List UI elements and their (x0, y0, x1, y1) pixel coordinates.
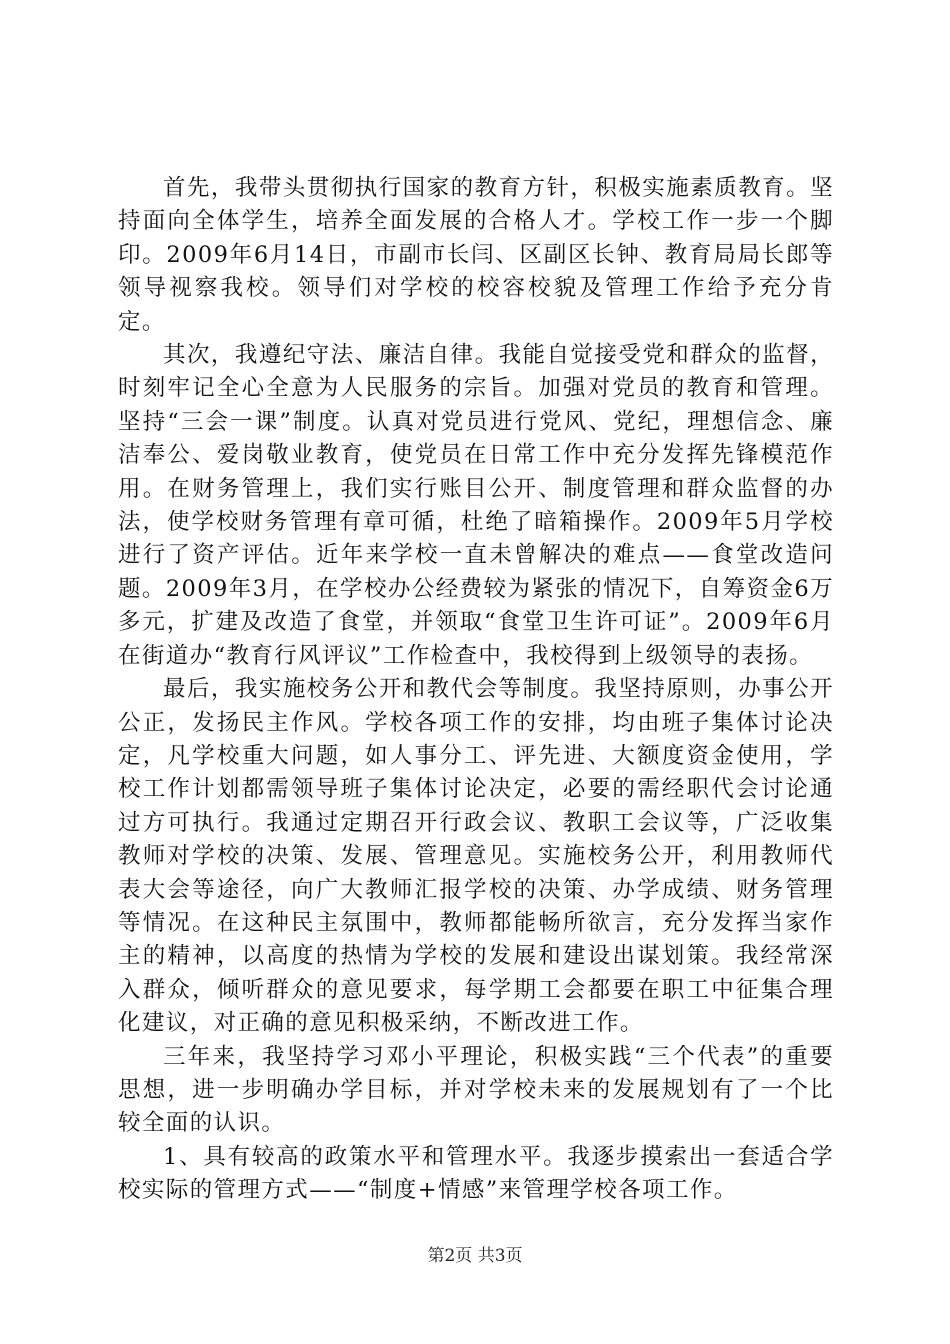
paragraph-3: 最后，我实施校务公开和教代会等制度。我坚持原则，办事公开公正，发扬民主作风。学校各项工作的安排，均由班子集体讨论决定，凡学校重大问题，如人事分工、评先进、大额度资金使用，学校工作计划都需领导班子集体讨论决定，必要的需经职代会讨论通过方可执行。我通过定期召开行政会议、教职工会议等，广泛收集教师对学校的决策、发展、管理意见。实施校务公开，利用教师代表大会等途径，向广大教师汇报学校的决策、办学成绩、财务管理等情况。在这种民主氛围中，教师都能畅所欲言，充分发挥当家作主的精神，以高度的热情为学校的发展和建设出谋划策。我经常深入群众，倾听群众的意见要求，每学期工会都要在职工中征集合理化建议，对正确的意见积极采纳，不断改进工作。 (118, 676, 834, 1037)
paragraph-5: 1、具有较高的政策水平和管理水平。我逐步摸索出一套适合学校实际的管理方式——“制度+情感”来管理学校各项工作。 (118, 1143, 834, 1204)
page-footer: 第2页 共3页 (427, 1246, 523, 1266)
paragraph-2: 其次，我遵纪守法、廉洁自律。我能自觉接受党和群众的监督，时刻牢记全心全意为人民服务的宗旨。加强对党员的教育和管理。坚持“三会一课”制度。认真对党员进行党风、党纪，理想信念、廉洁奉公、爱岗敬业教育，使党员在日常工作中充分发挥先锋模范作用。在财务管理上，我们实行账目公开、制度管理和群众监督的办法，使学校财务管理有章可循，杜绝了暗箱操作。2009年5月学校进行了资产评估。近年来学校一直未曾解决的难点——食堂改造问题。2009年3月，在学校办公经费较为紧张的情况下，自筹资金6万多元，扩建及改造了食堂，并领取“食堂卫生许可证”。2009年6月在街道办“教育行风评议”工作检查中，我校得到上级领导的表扬。 (118, 342, 834, 669)
paragraph-4: 三年来，我坚持学习邓小平理论，积极实践“三个代表”的重要思想，进一步明确办学目标，并对学校未来的发展规划有了一个比较全面的认识。 (118, 1043, 834, 1137)
body-text (118, 172, 834, 1208)
paragraph-1: 首先，我带头贯彻执行国家的教育方针，积极实施素质教育。坚持面向全体学生，培养全面发展的合格人才。学校工作一步一个脚印。2009年6月14日，市副市长闫、区副区长钟、教育局局长郎等领导视察我校。领导们对学校的校容校貌及管理工作给予充分肯定。 (118, 175, 834, 335)
